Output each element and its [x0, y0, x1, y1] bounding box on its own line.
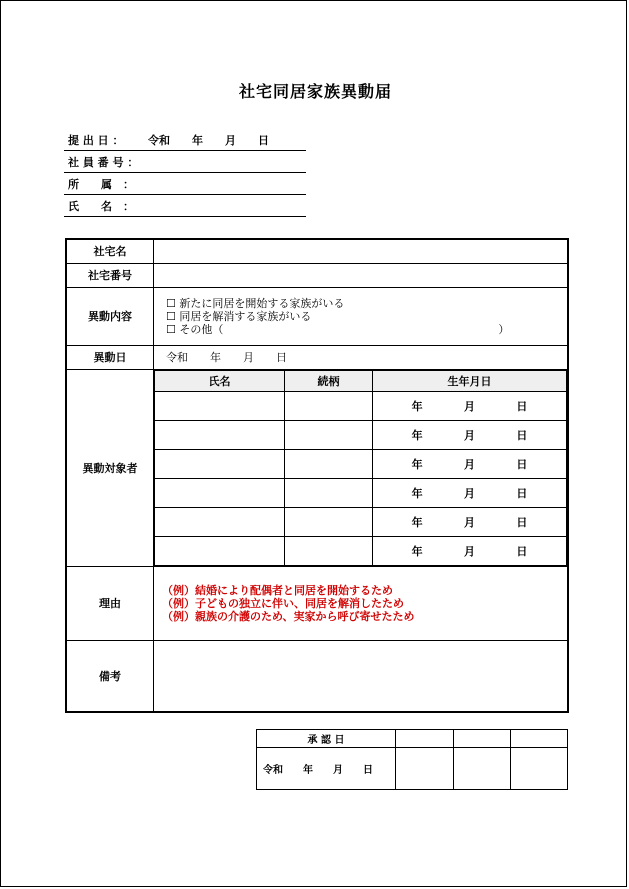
person-row — [155, 478, 567, 507]
column-header-name: 氏名 — [155, 370, 285, 391]
approval-date-field[interactable] — [257, 748, 396, 790]
birthdate-year-label: 年 — [411, 399, 423, 413]
approval-date-value: 令和 年 月 日 — [263, 765, 373, 776]
column-header-relation: 続柄 — [285, 370, 373, 391]
remarks-field[interactable] — [154, 640, 569, 712]
person-row — [155, 507, 567, 536]
birthdate-parts — [373, 427, 566, 443]
main-form-table — [65, 238, 569, 713]
reason-example: （例）結婚により配偶者と同居を開始するため — [162, 583, 393, 597]
person-name-field[interactable] — [155, 478, 285, 507]
birthdate-parts — [373, 398, 566, 414]
house-name-label: 社宅名 — [66, 239, 154, 263]
person-row — [155, 536, 567, 565]
option-end-cohabitant[interactable]: ☐ 同居を解消する家族がいる — [166, 309, 312, 323]
persons-table — [154, 370, 567, 566]
house-no-label: 社宅番号 — [66, 263, 154, 287]
approval-stamp-1[interactable] — [396, 748, 454, 790]
person-birthdate-field[interactable] — [373, 536, 567, 565]
birthdate-year-label: 年 — [411, 515, 423, 529]
birthdate-year-label: 年 — [411, 544, 423, 558]
person-birthdate-field[interactable] — [373, 478, 567, 507]
birthdate-parts — [373, 485, 566, 501]
birthdate-year-label: 年 — [411, 457, 423, 471]
birthdate-day-label: 日 — [516, 515, 528, 529]
reason-field[interactable] — [154, 566, 569, 640]
birthdate-day-label: 日 — [516, 399, 528, 413]
person-birthdate-field[interactable] — [373, 449, 567, 478]
person-name-field[interactable] — [155, 420, 285, 449]
person-relation-field[interactable] — [285, 420, 373, 449]
approval-table — [256, 729, 568, 790]
persons-cell — [154, 369, 569, 566]
birthdate-month-label: 月 — [463, 457, 475, 471]
approval-stamp-3[interactable] — [511, 748, 568, 790]
employee-no-row — [64, 151, 306, 173]
person-row — [155, 449, 567, 478]
birthdate-parts — [373, 514, 566, 530]
option-new-cohabitant[interactable]: ☐ 新たに同居を開始する家族がいる — [166, 296, 345, 310]
change-date-label: 異動日 — [66, 345, 154, 369]
change-content-cell — [154, 287, 569, 345]
birthdate-parts — [373, 456, 566, 472]
approval-stamp-2-header — [454, 730, 511, 748]
person-row — [155, 391, 567, 420]
submit-date-field[interactable]: 令和 年 月 日 — [148, 133, 269, 147]
name-label: 氏 名 ： — [68, 199, 134, 213]
birthdate-day-label: 日 — [516, 486, 528, 500]
submit-date-label: 提 出 日 ： — [68, 133, 124, 147]
birthdate-month-label: 月 — [463, 515, 475, 529]
change-content-label: 異動内容 — [66, 287, 154, 345]
person-name-field[interactable] — [155, 391, 285, 420]
remarks-label: 備考 — [66, 640, 154, 712]
birthdate-month-label: 月 — [463, 486, 475, 500]
column-header-birthdate: 生年月日 — [373, 370, 567, 391]
birthdate-month-label: 月 — [463, 399, 475, 413]
change-date-field[interactable] — [154, 345, 569, 369]
person-birthdate-field[interactable] — [373, 391, 567, 420]
change-date-value: 令和 年 月 日 — [166, 351, 287, 364]
birthdate-year-label: 年 — [411, 486, 423, 500]
persons-label: 異動対象者 — [66, 369, 154, 566]
approval-date-label: 承 認 日 — [257, 730, 396, 748]
birthdate-day-label: 日 — [516, 544, 528, 558]
approval-stamp-3-header — [511, 730, 568, 748]
house-name-field[interactable] — [154, 239, 569, 263]
birthdate-month-label: 月 — [463, 544, 475, 558]
reason-example: （例）子どもの独立に伴い、同居を解消したため — [162, 596, 404, 610]
birthdate-day-label: 日 — [516, 457, 528, 471]
person-name-field[interactable] — [155, 507, 285, 536]
name-row — [64, 195, 306, 217]
reason-label: 理由 — [66, 566, 154, 640]
department-label: 所 属 ： — [68, 177, 134, 191]
department-row — [64, 173, 306, 195]
house-no-field[interactable] — [154, 263, 569, 287]
person-rows — [155, 391, 567, 565]
employee-no-label: 社 員 番 号 ： — [68, 155, 139, 169]
person-name-field[interactable] — [155, 536, 285, 565]
birthdate-month-label: 月 — [463, 428, 475, 442]
person-relation-field[interactable] — [285, 478, 373, 507]
person-name-field[interactable] — [155, 449, 285, 478]
reason-example: （例）親族の介護のため、実家から呼び寄せたため — [162, 609, 415, 623]
approval-stamp-1-header — [396, 730, 454, 748]
header-fields — [64, 129, 306, 217]
approval-stamp-2[interactable] — [454, 748, 511, 790]
birthdate-year-label: 年 — [411, 428, 423, 442]
person-birthdate-field[interactable] — [373, 507, 567, 536]
person-relation-field[interactable] — [285, 391, 373, 420]
person-row — [155, 420, 567, 449]
page-title: 社宅同居家族異動届 — [238, 82, 392, 101]
birthdate-day-label: 日 — [516, 428, 528, 442]
person-relation-field[interactable] — [285, 507, 373, 536]
person-relation-field[interactable] — [285, 449, 373, 478]
option-other[interactable]: ☐ その他（ ） — [166, 322, 510, 336]
person-relation-field[interactable] — [285, 536, 373, 565]
person-birthdate-field[interactable] — [373, 420, 567, 449]
submit-date-row — [64, 129, 306, 151]
birthdate-parts — [373, 543, 566, 559]
